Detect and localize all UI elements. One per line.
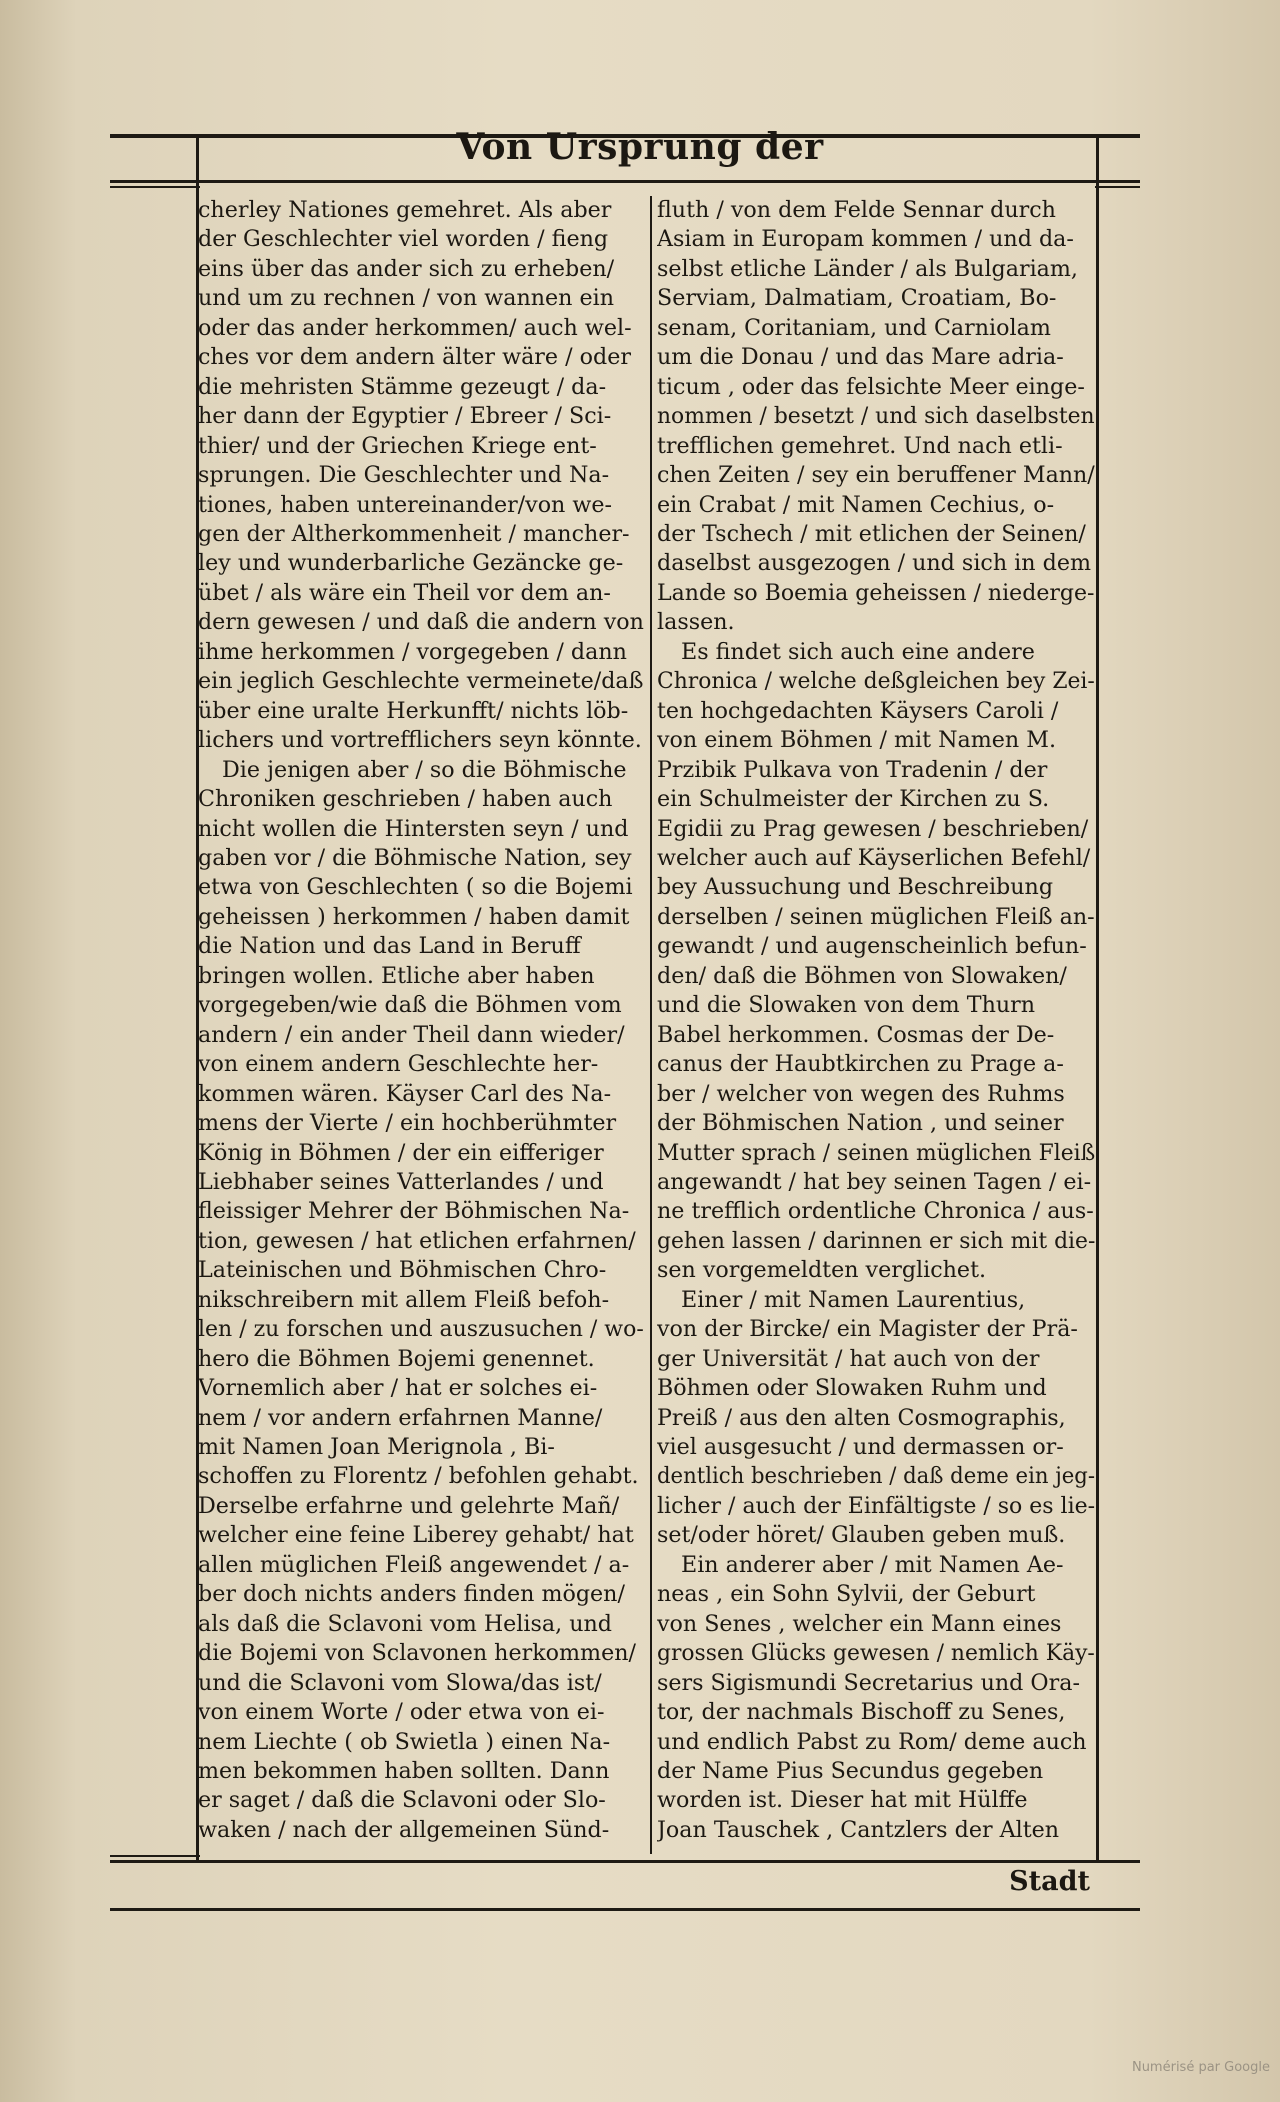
- header-rule-bottom: [110, 180, 1140, 183]
- text-line: ber / welcher von wegen des Ruhms: [657, 1080, 1065, 1107]
- text-line: geheissen ) herkommen / haben damit: [198, 903, 630, 930]
- text-line: fleissiger Mehrer der Böhmischen Na-: [198, 1198, 630, 1225]
- text-line: dentlich beschrieben / daß deme ein jeg-: [657, 1463, 1095, 1490]
- text-line: er saget / daß die Sclavoni oder Slo-: [198, 1787, 606, 1814]
- text-line: Chronica / welche deßgleichen bey Zei-: [657, 668, 1095, 695]
- text-line: nem / vor andern erfahrnen Manne/: [198, 1404, 603, 1431]
- text-line: von Senes , welcher ein Mann eines: [657, 1610, 1062, 1637]
- text-line: ger Universität / hat auch von der: [657, 1345, 1040, 1372]
- text-line: sprungen. Die Geschlechter und Na-: [198, 462, 610, 489]
- text-line: gewandt / und augenscheinlich befun-: [657, 933, 1087, 960]
- text-line: Vornemlich aber / hat er solches ei-: [198, 1375, 598, 1402]
- text-line: Böhmen oder Slowaken Ruhm und: [657, 1375, 1047, 1402]
- text-line: von einem Böhmen / mit Namen M.: [657, 727, 1056, 754]
- text-line: andern / ein ander Theil dann wieder/: [198, 1021, 625, 1048]
- text-line: ley und wunderbarliche Gezäncke ge-: [198, 550, 624, 577]
- text-line: von einem andern Geschlechte her-: [198, 1051, 599, 1078]
- text-line: nikschreibern mit allem Fleiß befoh-: [198, 1286, 610, 1313]
- text-line: Serviam, Dalmatiam, Croatiam, Bo-: [657, 285, 1057, 312]
- text-line: fluth / von dem Felde Sennar durch: [657, 197, 1056, 223]
- text-line: mit Namen Joan Merignola , Bi-: [198, 1434, 555, 1461]
- text-line: worden ist. Dieser hat mit Hülffe: [657, 1787, 1028, 1814]
- text-line: Egidii zu Prag gewesen / beschrieben/: [657, 815, 1089, 842]
- text-line: König in Böhmen / der ein eifferiger: [198, 1139, 604, 1166]
- text-line: um die Donau / und das Mare adria-: [657, 344, 1064, 371]
- text-line: und um zu rechnen / von wannen ein: [198, 285, 615, 312]
- text-line: bey Aussuchung und Beschreibung: [657, 874, 1054, 901]
- text-line: die Bojemi von Sclavonen herkommen/: [198, 1640, 636, 1667]
- text-line: allen müglichen Fleiß angewendet / a-: [198, 1551, 630, 1578]
- text-line: Joan Tauschek , Cantzlers der Alten: [657, 1816, 1060, 1843]
- text-line: und endlich Pabst zu Rom/ deme auch: [657, 1728, 1087, 1755]
- text-line: ches vor dem andern älter wäre / oder: [198, 344, 631, 371]
- text-line: und die Slowaken von dem Thurn: [657, 992, 1036, 1019]
- frame-right-rule: [1096, 138, 1099, 1860]
- text-line: lichers und vortrefflichers seyn könnte.: [198, 727, 642, 754]
- text-line: schoffen zu Florentz / befohlen gehabt.: [198, 1463, 639, 1490]
- text-line: angewandt / hat bey seinen Tagen / ei-: [657, 1168, 1092, 1195]
- text-line: Lande so Boemia geheissen / niederge-: [657, 579, 1095, 606]
- text-line: viel ausgesucht / und dermassen or-: [657, 1434, 1064, 1461]
- footer-rule: [110, 1860, 1140, 1863]
- text-line: Es findet sich auch eine andere: [681, 638, 1035, 665]
- bottom-rule: [110, 1908, 1140, 1911]
- text-line: senam, Coritaniam, und Carniolam: [657, 314, 1051, 341]
- text-line: thier/ und der Griechen Kriege ent-: [198, 432, 597, 459]
- header-rule-right-mark: [1095, 186, 1140, 188]
- page-header-title: Von Ursprung der: [456, 126, 824, 168]
- column-divider-rule: [650, 196, 652, 1854]
- text-line: oder das ander herkommen/ auch wel-: [198, 314, 632, 341]
- text-line: etwa von Geschlechten ( so die Bojemi: [198, 874, 633, 901]
- text-line: ein Schulmeister der Kirchen zu S.: [657, 786, 1050, 813]
- text-line: dern gewesen / und daß die andern von: [198, 609, 644, 636]
- text-line: tion, gewesen / hat etlichen erfahrnen/: [198, 1227, 636, 1254]
- text-line: Liebhaber seines Vatterlandes / und: [198, 1168, 604, 1195]
- text-line: men bekommen haben sollten. Dann: [198, 1758, 610, 1785]
- text-line: mens der Vierte / ein hochberühmter: [198, 1110, 617, 1137]
- text-line: welcher eine feine Liberey gehabt/ hat: [198, 1522, 634, 1549]
- text-line: grossen Glücks gewesen / nemlich Käy-: [657, 1640, 1095, 1667]
- text-line: nommen / besetzt / und sich daselbsten: [657, 403, 1095, 430]
- text-line: tor, der nachmals Bischoff zu Senes,: [657, 1699, 1066, 1726]
- text-line: derselben / seinen müglichen Fleiß an-: [657, 903, 1095, 930]
- text-line: licher / auch der Einfältigste / so es lie-: [657, 1492, 1095, 1519]
- text-line: der Name Pius Secundus gegeben: [657, 1758, 1044, 1785]
- text-line: ticum , oder das felsichte Meer einge-: [657, 373, 1085, 400]
- text-line: set/oder höret/ Glauben geben muß.: [657, 1522, 1066, 1549]
- text-line: als daß die Sclavoni vom Helisa, und: [198, 1610, 612, 1637]
- header-rule-left-mark: [110, 186, 200, 188]
- text-line: Asiam in Europam kommen / und da-: [657, 226, 1074, 253]
- text-line: Einer / mit Namen Laurentius,: [681, 1286, 1026, 1313]
- text-line: die Nation und das Land in Beruff: [198, 933, 581, 960]
- text-line: daselbst ausgezogen / und sich in dem: [657, 550, 1091, 577]
- text-line: den/ daß die Böhmen von Slowaken/: [657, 962, 1067, 989]
- text-line: und die Sclavoni vom Slowa/das ist/: [198, 1669, 602, 1696]
- text-line: eins über das ander sich zu erheben/: [198, 255, 615, 282]
- text-line: ber doch nichts anders finden mögen/: [198, 1581, 625, 1608]
- text-line: der Böhmischen Nation , und seiner: [657, 1110, 1064, 1137]
- text-line: Die jenigen aber / so die Böhmische: [222, 756, 627, 783]
- text-line: cherley Nationes gemehret. Als aber: [198, 197, 612, 223]
- text-line: Ein anderer aber / mit Namen Ae-: [681, 1551, 1064, 1578]
- text-line: der Tschech / mit etlichen der Seinen/: [657, 520, 1086, 547]
- text-line: nem Liechte ( ob Swietla ) einen Na-: [198, 1728, 611, 1755]
- text-line: Chroniken geschrieben / haben auch: [198, 786, 613, 813]
- text-line: canus der Haubtkirchen zu Prage a-: [657, 1051, 1064, 1078]
- text-line: lassen.: [657, 609, 735, 636]
- text-line: kommen wären. Käyser Carl des Na-: [198, 1080, 612, 1107]
- text-line: welcher auch auf Käyserlichen Befehl/: [657, 844, 1091, 871]
- text-line: vorgegeben/wie daß die Böhmen vom: [198, 992, 622, 1019]
- text-line: ten hochgedachten Käysers Caroli /: [657, 697, 1059, 724]
- text-line: sers Sigismundi Secretarius und Ora-: [657, 1669, 1080, 1696]
- text-line: neas , ein Sohn Sylvii, der Geburt: [657, 1581, 1036, 1608]
- text-line: gehen lassen / darinnen er sich mit die-: [657, 1227, 1095, 1254]
- text-line: der Geschlechter viel worden / fieng: [198, 226, 609, 253]
- text-line: Lateinischen und Böhmischen Chro-: [198, 1257, 607, 1284]
- left-text-column: [198, 196, 644, 1854]
- text-line: hero die Böhmen Bojemi genennet.: [198, 1345, 595, 1372]
- right-text-column: [657, 196, 1095, 1854]
- text-line: Babel herkommen. Cosmas der De-: [657, 1021, 1055, 1048]
- text-line: Przibik Pulkava von Tradenin / der: [657, 756, 1048, 783]
- text-line: Preiß / aus den alten Cosmographis,: [657, 1404, 1066, 1431]
- text-line: die mehristen Stämme gezeugt / da-: [198, 373, 607, 400]
- text-line: chen Zeiten / sey ein beruffener Mann/: [657, 462, 1095, 489]
- text-line: sen vorgemeldten verglichet.: [657, 1257, 987, 1284]
- digitization-watermark: Numérisé par Google: [1131, 2060, 1270, 2075]
- footer-rule-left-mark: [110, 1855, 200, 1857]
- text-line: ein jeglich Geschlechte vermeinete/daß: [198, 668, 644, 695]
- text-line: über eine uralte Herkunfft/ nichts löb-: [198, 697, 629, 724]
- text-line: Derselbe erfahrne und gelehrte Mañ/: [198, 1492, 620, 1519]
- text-line: übet / als wäre ein Theil vor dem an-: [198, 579, 611, 606]
- text-line: selbst etliche Länder / als Bulgariam,: [657, 255, 1078, 282]
- text-line: bringen wollen. Etliche aber haben: [198, 962, 595, 989]
- text-line: von einem Worte / oder etwa von ei-: [198, 1699, 605, 1726]
- text-line: tiones, haben untereinander/von we-: [198, 491, 613, 518]
- text-line: gen der Altherkommenheit / mancher-: [198, 520, 630, 547]
- text-line: len / zu forschen und auszusuchen / wo-: [198, 1316, 644, 1343]
- text-line: Mutter sprach / seinen müglichen Fleiß: [657, 1139, 1095, 1166]
- text-line: nicht wollen die Hintersten seyn / und: [198, 815, 629, 842]
- text-line: ein Crabat / mit Namen Cechius, o-: [657, 491, 1055, 518]
- text-line: her dann der Egyptier / Ebreer / Sci-: [198, 403, 612, 430]
- text-line: gaben vor / die Böhmische Nation, sey: [198, 844, 632, 871]
- text-line: ihme herkommen / vorgegeben / dann: [198, 638, 627, 665]
- text-line: waken / nach der allgemeinen Sünd-: [198, 1816, 610, 1843]
- catchword: Stadt: [1009, 1866, 1090, 1897]
- text-line: trefflichen gemehret. Und nach etli-: [657, 432, 1063, 459]
- text-line: von der Bircke/ ein Magister der Prä-: [657, 1316, 1078, 1343]
- text-line: ne trefflich ordentliche Chronica / aus-: [657, 1198, 1094, 1225]
